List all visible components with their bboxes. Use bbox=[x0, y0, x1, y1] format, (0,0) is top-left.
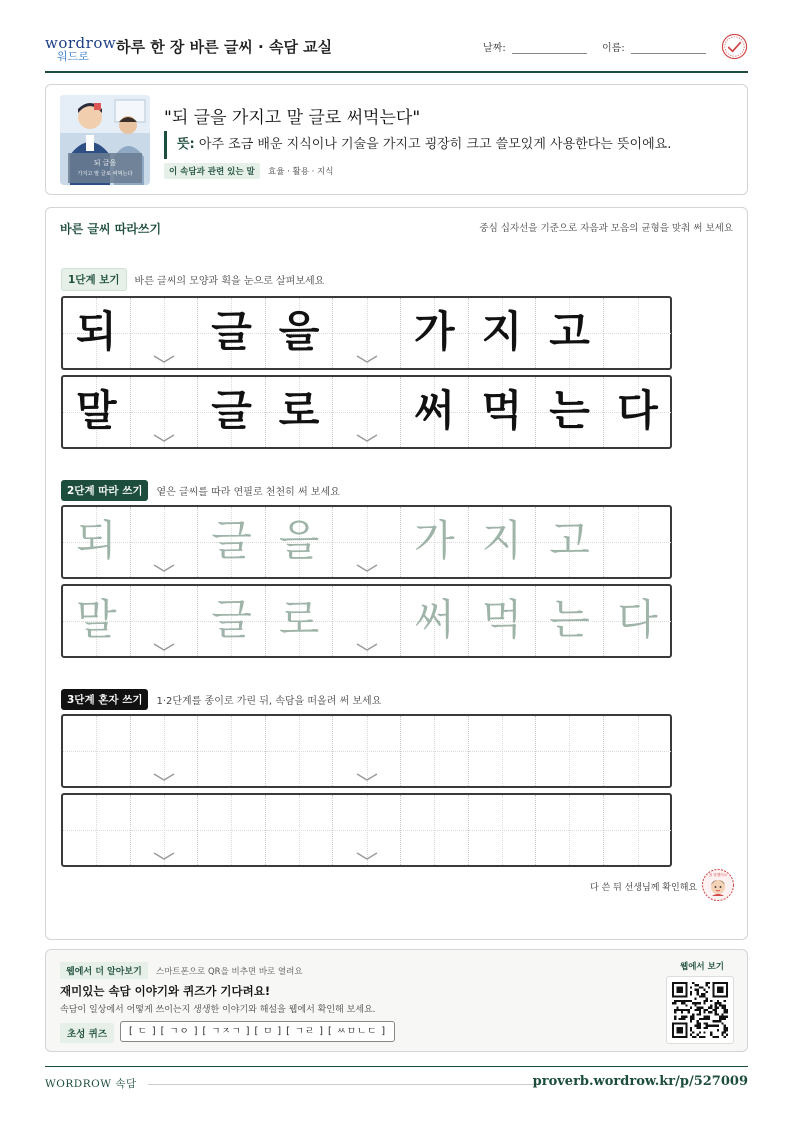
grid-cell[interactable] bbox=[266, 795, 334, 865]
grid-character: 지 bbox=[481, 307, 523, 356]
grid-cell[interactable] bbox=[604, 795, 672, 865]
grid-character: 로 bbox=[278, 595, 320, 644]
grid-character: 되 bbox=[76, 307, 117, 356]
illustration-caption-2: 가지고 말 글로 써먹는다 bbox=[77, 171, 133, 177]
grid-cell bbox=[63, 377, 131, 447]
step3-row-1[interactable] bbox=[61, 714, 672, 788]
space-chevron-icon bbox=[355, 354, 379, 364]
grid-cell[interactable] bbox=[131, 716, 199, 786]
proverb-card bbox=[45, 84, 748, 195]
space-chevron-icon bbox=[152, 772, 176, 782]
grid-cell bbox=[131, 298, 199, 368]
step2-row-1[interactable] bbox=[61, 505, 672, 579]
grid-character: 가 bbox=[414, 516, 455, 565]
name-label: 이름: bbox=[602, 43, 625, 54]
footer-brand: WORDROW 속담 bbox=[45, 1078, 137, 1090]
step2-desc: 옅은 글씨를 따라 연필로 천천히 써 보세요 bbox=[156, 486, 340, 498]
grid-cell bbox=[604, 377, 672, 447]
space-chevron-icon bbox=[152, 642, 176, 652]
step3-row-2[interactable] bbox=[61, 793, 672, 867]
grid-cell[interactable] bbox=[266, 507, 334, 577]
grid-cell[interactable] bbox=[198, 586, 266, 656]
step2-label: 2단계 따라 쓰기 bbox=[61, 480, 148, 501]
proverb-text: "되 글을 가지고 말 글로 써먹는다" bbox=[164, 108, 421, 128]
grid-cell[interactable] bbox=[536, 507, 604, 577]
space-chevron-icon bbox=[355, 642, 379, 652]
grid-cell bbox=[333, 377, 401, 447]
grid-cell bbox=[469, 377, 537, 447]
grid-character: 로 bbox=[278, 386, 320, 435]
step1-desc: 바른 글씨의 모양과 획을 눈으로 살펴보세요 bbox=[134, 275, 325, 287]
qr-code-icon[interactable] bbox=[666, 976, 734, 1044]
grid-character: 글 bbox=[211, 307, 252, 356]
page-header bbox=[45, 30, 748, 73]
grid-cell[interactable] bbox=[333, 586, 401, 656]
grid-cell[interactable] bbox=[198, 795, 266, 865]
grid-character: 먹 bbox=[481, 386, 523, 435]
grid-cell[interactable] bbox=[266, 716, 334, 786]
good-job-stamp-text: 참 잘했어요 bbox=[708, 873, 728, 877]
grid-cell bbox=[536, 298, 604, 368]
grid-cell[interactable] bbox=[604, 586, 672, 656]
grid-character: 는 bbox=[549, 595, 590, 644]
grid-cell[interactable] bbox=[333, 795, 401, 865]
grid-cell bbox=[131, 377, 199, 447]
grid-cell[interactable] bbox=[469, 795, 537, 865]
grid-cell[interactable] bbox=[536, 716, 604, 786]
grid-character: 지 bbox=[481, 516, 523, 565]
space-chevron-icon bbox=[152, 433, 176, 443]
grid-character: 고 bbox=[549, 307, 590, 356]
grid-cell[interactable] bbox=[604, 716, 672, 786]
space-chevron-icon bbox=[355, 563, 379, 573]
grid-character: 되 bbox=[76, 516, 117, 565]
grid-cell[interactable] bbox=[63, 586, 131, 656]
practice-guide: 중심 십자선을 기준으로 자음과 모음의 균형을 맞춰 써 보세요 bbox=[479, 223, 733, 234]
footer-url[interactable]: proverb.wordrow.kr/p/527009 bbox=[532, 1074, 748, 1089]
grid-character: 다 bbox=[617, 595, 658, 644]
grid-character: 는 bbox=[549, 386, 590, 435]
grid-cell bbox=[266, 298, 334, 368]
date-label: 날짜: bbox=[483, 43, 506, 54]
space-chevron-icon bbox=[152, 851, 176, 861]
web-subtext: 속담이 일상에서 어떻게 쓰이는지 생생한 이야기와 해설을 웹에서 확인해 보세요. bbox=[60, 1005, 376, 1015]
page-footer bbox=[45, 1066, 748, 1100]
grid-cell[interactable] bbox=[401, 507, 469, 577]
step2-header bbox=[61, 480, 340, 500]
grid-cell bbox=[266, 377, 334, 447]
grid-cell[interactable] bbox=[131, 586, 199, 656]
grid-character: 을 bbox=[278, 307, 320, 356]
grid-character: 글 bbox=[211, 516, 252, 565]
proverb-illustration bbox=[60, 95, 150, 185]
grid-cell[interactable] bbox=[604, 507, 672, 577]
grid-character: 말 bbox=[76, 595, 117, 644]
grid-cell bbox=[536, 377, 604, 447]
good-job-stamp-icon bbox=[701, 868, 735, 902]
grid-cell bbox=[63, 298, 131, 368]
grid-cell bbox=[198, 298, 266, 368]
web-tag-desc: 스마트폰으로 QR을 비추면 바로 열려요 bbox=[156, 967, 303, 977]
wordrow-logo[interactable] bbox=[45, 34, 117, 63]
web-tag: 웹에서 더 알아보기 bbox=[60, 962, 148, 979]
practice-card bbox=[45, 207, 748, 940]
grid-cell[interactable] bbox=[63, 716, 131, 786]
step1-row-1 bbox=[61, 296, 672, 370]
grid-character: 글 bbox=[211, 595, 252, 644]
space-chevron-icon bbox=[355, 851, 379, 861]
grid-character: 먹 bbox=[481, 595, 523, 644]
step1-label: 1단계 보기 bbox=[61, 268, 127, 291]
grid-character: 고 bbox=[549, 516, 590, 565]
grid-cell[interactable] bbox=[63, 507, 131, 577]
grid-character: 말 bbox=[76, 386, 117, 435]
date-field[interactable] bbox=[512, 53, 587, 54]
grid-cell[interactable] bbox=[401, 795, 469, 865]
grid-character: 글 bbox=[211, 386, 252, 435]
web-promo-card bbox=[45, 949, 748, 1052]
step3-header bbox=[61, 689, 381, 709]
step3-label: 3단계 혼자 쓰기 bbox=[61, 689, 148, 710]
grid-cell[interactable] bbox=[333, 716, 401, 786]
space-chevron-icon bbox=[355, 433, 379, 443]
grid-character: 써 bbox=[414, 386, 455, 435]
proverb-meaning bbox=[164, 131, 671, 159]
grid-cell[interactable] bbox=[266, 586, 334, 656]
step2-row-2[interactable] bbox=[61, 584, 672, 658]
qr-title: 웹에서 보기 bbox=[680, 962, 725, 972]
grid-cell[interactable] bbox=[469, 586, 537, 656]
space-chevron-icon bbox=[355, 772, 379, 782]
quiz-label: 초성 퀴즈 bbox=[60, 1023, 114, 1043]
grid-cell[interactable] bbox=[401, 716, 469, 786]
chosung-quiz: [ ㄷ ] [ ㄱㅇ ] [ ㄱㅈㄱ ] [ ㅁ ] [ ㄱㄹ ] [ ㅆㅁㄴㄷ ] bbox=[120, 1021, 395, 1042]
grid-cell bbox=[333, 298, 401, 368]
grid-cell[interactable] bbox=[333, 507, 401, 577]
logo-word: wordrow bbox=[45, 34, 117, 52]
grid-cell bbox=[198, 377, 266, 447]
grid-cell[interactable] bbox=[131, 795, 199, 865]
grid-character: 가 bbox=[414, 307, 455, 356]
step1-header bbox=[61, 269, 324, 289]
grid-cell[interactable] bbox=[401, 586, 469, 656]
grid-character: 다 bbox=[617, 386, 658, 435]
grid-cell bbox=[469, 298, 537, 368]
page-title: 하루 한 장 바른 글씨 · 속담 교실 bbox=[116, 38, 333, 56]
grid-cell bbox=[401, 377, 469, 447]
grid-cell[interactable] bbox=[469, 716, 537, 786]
check-stamp-icon bbox=[721, 33, 748, 60]
grid-character: 써 bbox=[414, 595, 455, 644]
illustration-caption-1: 되 글을 bbox=[93, 159, 117, 167]
step1-row-2 bbox=[61, 375, 672, 449]
space-chevron-icon bbox=[152, 563, 176, 573]
meaning-label: 뜻: bbox=[177, 137, 195, 152]
logo-korean: 워드로 bbox=[57, 50, 89, 63]
practice-title: 바른 글씨 따라쓰기 bbox=[60, 222, 162, 236]
step3-desc: 1·2단계를 종이로 가린 뒤, 속담을 떠올려 써 보세요 bbox=[156, 695, 382, 707]
meaning-text: 아주 조금 배운 지식이나 기술을 가지고 굉장히 크고 쓸모있게 사용한다는 뜻이에요. bbox=[198, 137, 672, 152]
grid-cell bbox=[401, 298, 469, 368]
related-words: 효율 · 활용 · 지식 bbox=[268, 167, 334, 177]
grid-cell[interactable] bbox=[198, 507, 266, 577]
grid-cell[interactable] bbox=[198, 716, 266, 786]
grid-cell[interactable] bbox=[131, 507, 199, 577]
grid-character: 을 bbox=[278, 516, 320, 565]
related-words-tag: 이 속담과 관련 있는 말 bbox=[164, 163, 260, 179]
grid-cell[interactable] bbox=[63, 795, 131, 865]
web-headline: 재미있는 속담 이야기와 퀴즈가 기다려요! bbox=[60, 984, 271, 998]
grid-cell bbox=[604, 298, 672, 368]
grid-cell[interactable] bbox=[536, 586, 604, 656]
grid-cell[interactable] bbox=[536, 795, 604, 865]
space-chevron-icon bbox=[152, 354, 176, 364]
grid-cell[interactable] bbox=[469, 507, 537, 577]
footer-divider bbox=[148, 1084, 538, 1085]
teacher-check-text: 다 쓴 뒤 선생님께 확인해요 bbox=[590, 883, 698, 893]
name-field[interactable] bbox=[631, 53, 706, 54]
